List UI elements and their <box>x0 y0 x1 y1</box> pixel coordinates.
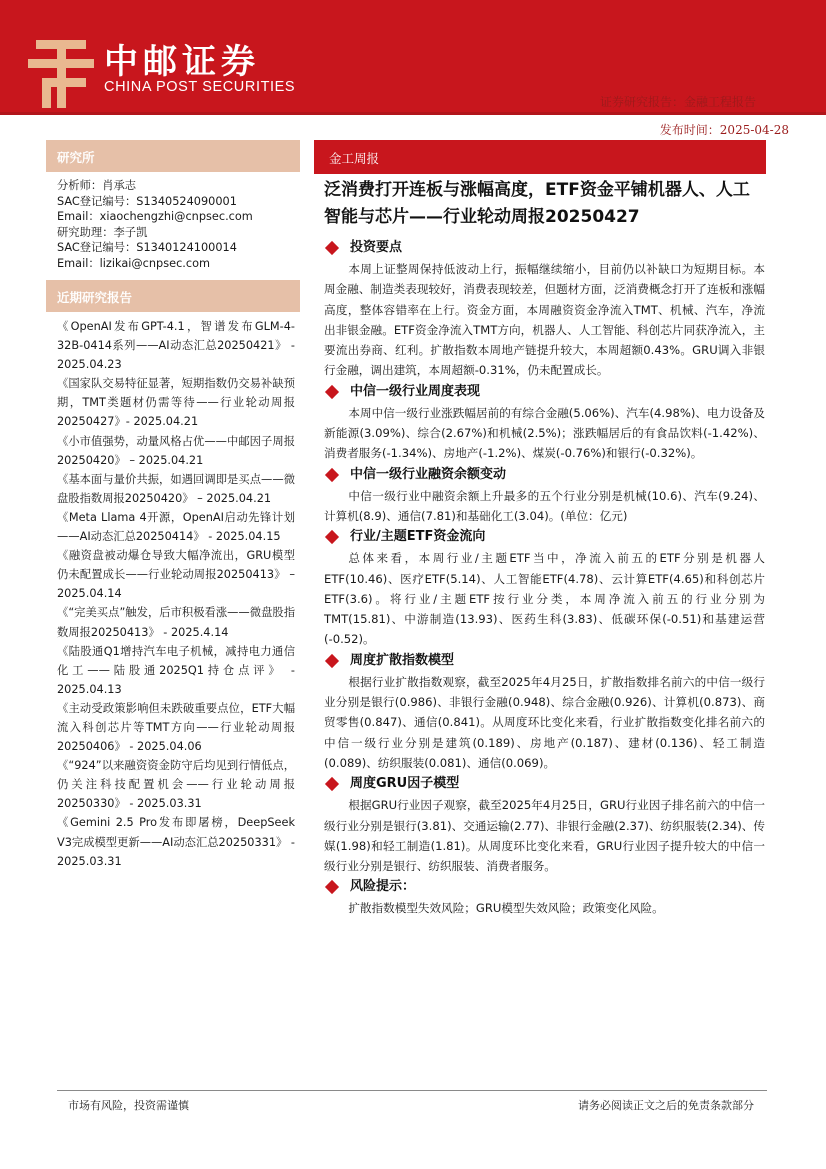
institute-heading: 研究所 <box>57 150 95 165</box>
section-body: 根据行业扩散指数观察，截至2025年4月25日，扩散指数排名前六的中信一级行业分别是银行(0.986)、非银行金融(0.948)、综合金融(0.926)、计算机(0.873)、商贸零售(0.847)、通信(0.841)。从周度环比变化来看，行业扩散指数变化排名前六的中信一级行业分别是建筑(0.189)、房地产(0.187)、建材(0.136)、轻工制造(0.089)、纺织服装(0.081)、通信(0.069)。 <box>324 674 765 770</box>
analyst-line: SAC登记编号：S1340124100014 <box>57 241 237 254</box>
section-body: 总体来看，本周行业/主题ETF当中，净流入前五的ETF分别是机器人ETF(10.46)、医疗ETF(5.14)、人工智能ETF(4.78)、云计算ETF(4.65)和科创芯片ETF(3.6)。将行业/主题ETF按行业分类，本周净流入前五的行业分别为TMT(15.81)、中游制造(13.93)、医药生科(3.83)、低碳环保(-0.51)和基建运营(-0.52)。 <box>324 551 765 647</box>
footer-disclaimer-note: 请务必阅读正文之后的免责条款部分 <box>578 1099 754 1112</box>
section-body: 本周中信一级行业涨跌幅居前的有综合金融(5.06%)、汽车(4.98%)、电力设备及新能源(3.09%)、综合(2.67%)和机械(2.5%)；涨跌幅居后的有食品饮料(-1.42%)、消费者服务(-1.34%)、房地产(-1.2%)、煤炭(-0.76%)和银行(-0.32%)。 <box>324 405 765 461</box>
recent-reports-heading-bar <box>46 280 300 312</box>
analyst-email: Email：xiaochengzhi@cnpsec.com <box>57 210 253 223</box>
section-heading: 中信一级行业融资余额变动 <box>324 464 765 486</box>
report-item: 《主动受政策影响但未跌破重要点位，ETF大幅流入科创芯片等TMT方向——行业轮动周报20250406》 - 2025.04.06 <box>57 701 295 754</box>
analyst-info <box>57 178 297 271</box>
section-heading: 周度扩散指数模型 <box>324 650 765 672</box>
report-item: 《小市值强势，动量风格占优——中邮因子周报20250420》 – 2025.04.21 <box>57 434 295 467</box>
report-item: 《“924”以来融资资金防守后均见到行情低点，仍关注科技配置机会——行业轮动周报20250330》 - 2025.03.31 <box>57 759 295 811</box>
main-content <box>324 237 765 919</box>
section-body: 根据GRU行业因子观察，截至2025年4月25日，GRU行业因子排名前六的中信一级行业分别是银行(3.81)、交通运输(2.77)、非银行金融(2.37)、纺织服装(2.34)、传媒(1.98)和轻工制造(1.81)。从周度环比变化来看，GRU行业因子提升较大的中信一级行业分别是银行、纺织服装、消费者服务。 <box>324 798 765 874</box>
analyst-line: SAC登记编号：S1340524090001 <box>57 194 237 208</box>
report-item: 《陆股通Q1增持汽车电子机械，减持电力通信化工——陆股通2025Q1持仓点评》 - 2025.04.13 <box>57 644 295 696</box>
document-type: 证券研究报告：金融工程报告 <box>599 95 756 109</box>
report-item: 《国家队交易特征显著，短期指数仍交易补缺预期，TMT类题材仍需等待——行业轮动周报20250427》- 2025.04.21 <box>57 377 295 429</box>
analyst-line: 分析师：肖承志 <box>57 179 137 192</box>
report-item: 《Meta Llama 4开源，OpenAI启动先锋计划——AI动态汇总20250414》 - 2025.04.15 <box>57 510 295 544</box>
footer-risk-note: 市场有风险，投资需谨慎 <box>68 1099 189 1112</box>
section-heading: 风险提示： <box>324 876 765 898</box>
section-body: 中信一级行业中融资余额上升最多的五个行业分别是机械(10.6)、汽车(9.24)、计算机(8.9)、通信(7.81)和基础化工(3.04)。(单位：亿元) <box>324 488 765 523</box>
analyst-email: Email：lizikai@cnpsec.com <box>57 256 210 270</box>
section-heading: 投资要点 <box>324 237 765 259</box>
brand-name-cn: 中邮证券 <box>104 42 260 82</box>
publish-date: 发布时间：2025-04-28 <box>659 123 789 137</box>
report-item: 《融资盘被动爆仓导致大幅净流出，GRU模型仍未配置成长——行业轮动周报20250413》 – 2025.04.14 <box>57 549 295 601</box>
report-item: 《OpenAI发布GPT-4.1，智谱发布GLM-4-32B-0414系列——AI动态汇总20250421》 - 2025.04.23 <box>57 320 295 372</box>
header-band <box>0 0 826 112</box>
institute-heading-bar <box>46 140 300 172</box>
category-label: 金工周报 <box>329 151 380 166</box>
header-divider <box>0 112 826 115</box>
brand-name-en: CHINA POST SECURITIES <box>104 79 296 95</box>
footer-divider <box>57 1090 767 1091</box>
recent-reports-list <box>57 317 295 871</box>
report-item: 《Gemini 2.5 Pro发布即屠榜，DeepSeek V3完成模型更新——AI动态汇总20250331》 - 2025.03.31 <box>57 816 296 868</box>
category-bar <box>314 140 766 174</box>
section-heading: 周度GRU因子模型 <box>324 773 765 795</box>
section-heading: 行业/主题ETF资金流向 <box>324 526 765 548</box>
report-title: 泛消费打开连板与涨幅高度，ETF资金平铺机器人、人工智能与芯片——行业轮动周报20250427 <box>324 180 750 227</box>
recent-reports-heading: 近期研究报告 <box>57 290 133 305</box>
analyst-line: 研究助理：李子凯 <box>57 225 148 239</box>
report-item: 《“完美买点”触发，后市积极看涨——微盘股指数周报20250413》 - 2025.4.14 <box>57 606 295 639</box>
report-item: 《基本面与量价共振，如遇回调即是买点——微盘股指数周报20250420》 – 2025.04.21 <box>57 472 295 505</box>
section-body: 扩散指数模型失效风险；GRU模型失效风险；政策变化风险。 <box>348 901 664 916</box>
section-heading: 中信一级行业周度表现 <box>324 381 765 403</box>
china-post-logo-icon <box>28 38 94 108</box>
section-body: 本周上证整周保持低波动上行，振幅继续缩小，目前仍以补缺口为短期目标。本周金融、制造类表现较好，消费表现较差，但题材方面，泛消费概念打开了连板和涨幅高度，整体容错率在上行。资金方面，本周融资资金净流入TMT、机械、汽车，净流出非银金融。ETF资金净流入TMT方向，机器人、人工智能、科创芯片同获净流入，主要流出券商、红利。扩散指数本周地产链提升较大，本周超额0.43%。GRU调入非银行金融，调出建筑，本周超额-0.31%，仍未配置成长。 <box>324 262 765 378</box>
